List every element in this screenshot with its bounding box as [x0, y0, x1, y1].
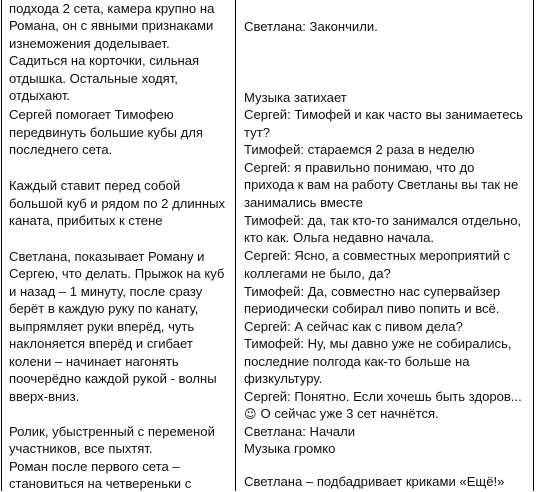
direction-line: Светлана, показывает Роману и [9, 249, 205, 264]
dialogue-line: последние полгода как-то больше на [244, 354, 470, 369]
direction-line: Романа, он с явными признаками [9, 18, 214, 33]
direction-line: становиться на четвереньки с [9, 476, 192, 491]
table-border-right [533, 0, 534, 491]
direction-line: и назад – 1 минуту, после сразу [9, 284, 203, 299]
direction-line: Садиться на корточки, сильная [9, 53, 200, 68]
direction-line: Сергею, что делать. Прыжок на куб [9, 266, 225, 281]
direction-line: подхода 2 сета, камера крупно на [9, 1, 215, 16]
table-border-middle [235, 0, 236, 491]
dialogue-line: Тимофей: Да, совместно нас супервайзер [244, 284, 501, 299]
dialogue-line: Светлана – подбадривает криками «Ещё!» [244, 474, 505, 489]
direction-line: участников, все пыхтят. [9, 441, 153, 456]
direction-line: Каждый ставит перед собой [9, 178, 181, 193]
dialogue-line: Светлана: Начали [244, 424, 356, 439]
dialogue-line: Тимофей: да, так кто-то занимался отдельно, [244, 213, 522, 228]
direction-line: колени – начинает нагонять [9, 354, 179, 369]
dialogue-line: Сергей: А сейчас как с пивом дела? [244, 319, 463, 334]
dialogue-line: Светлана: Закончили. [244, 19, 378, 34]
direction-line: последнего сета. [9, 142, 113, 157]
table-border-left [1, 0, 2, 491]
direction-line: вверх-вниз. [9, 389, 80, 404]
direction-line: Роман после первого сета – [9, 459, 180, 474]
direction-line: Ролик, убыстренный с переменой [9, 424, 215, 439]
direction-line: поочерёдно каждой рукой - волны [9, 371, 217, 386]
dialogue-line: физкультуру. [244, 371, 323, 386]
dialogue-line: периодически собирал пиво попить и всё. [244, 301, 500, 316]
dialogue-line: Сергей: Понятно. Если хочешь быть здоров... [244, 389, 522, 404]
dialogue-line: Тимофей: стараемся 2 раза в неделю [244, 142, 475, 157]
dialogue-line: занимались вместе [244, 195, 363, 210]
dialogue-line: прихода к вам на работу Светланы вы так не [244, 177, 519, 192]
dialogue-line: кто как. Ольга недавно начала. [244, 230, 434, 245]
dialogue-line: Тимофей: Ну, мы давно уже не собирались, [244, 336, 512, 351]
direction-line: передвинуть большие кубы для [9, 125, 203, 140]
dialogue-line: тут? [244, 125, 270, 140]
direction-line: отдыхают. [9, 88, 71, 103]
direction-line: каната, прибитых к стене [9, 213, 163, 228]
dialogue-line: Сергей: Ясно, а совместных мероприятий с [244, 248, 510, 263]
dialogue-line-with-smiley [244, 406, 439, 422]
direction-line: выпрямляет руки вперёд, чуть [9, 319, 195, 334]
dialogue-text: О сейчас уже 3 сет начнётся. [260, 406, 439, 421]
dialogue-line: коллегами не было, да? [244, 266, 391, 281]
dialogue-line: Музыка затихает [244, 90, 347, 105]
dialogue-line: Музыка громко [244, 441, 336, 456]
direction-line: большой куб и рядом по 2 длинных [9, 196, 226, 211]
direction-line: изнеможения доделывает. [9, 36, 170, 51]
direction-line: Сергей помогает Тимофею [9, 107, 174, 122]
smiley-icon: ☺ [244, 407, 257, 421]
direction-line: берёт в каждую руку по канату, [9, 301, 199, 316]
direction-line: отдышка. Остальные ходят, [9, 71, 178, 86]
dialogue-line: Сергей: я правильно понимаю, что до [244, 160, 475, 175]
direction-line: наклоняется вперёд и сгибает [9, 336, 193, 351]
dialogue-line: Сергей: Тимофей и как часто вы занимаетесь [244, 107, 523, 122]
